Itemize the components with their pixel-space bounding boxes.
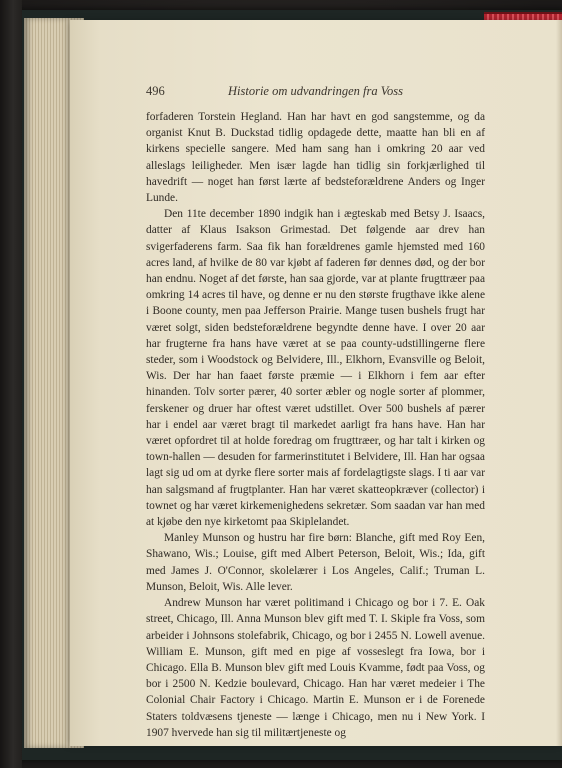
paragraph: Manley Munson og hustru har fire børn: Blanche, gift med Roy Een, Shawano, Wis.; Louise, gift med Albert Peterson, Beloit, Wis.; Ida, gift med James J. O'Connor, skolelærer i Los Angeles, Calif.; Truman L. Munson, Beloit, Wis. Alle lever.	[146, 532, 485, 593]
running-head	[146, 84, 546, 104]
page-curl-shadow	[556, 20, 562, 746]
book-spine	[0, 0, 22, 768]
paragraph: forfaderen Torstein Hegland. Han har havt en god sangstemme, og da organist Knut B. Duckstad tidlig opdagede dette, maatte han bli en af kirkens specielle sangere. Med ham sang han i omkring 20 aar ved alleslags leiligheder. Men især lagde han tidlig sin forkjærlighed til havedrift — noget han først lærte af bedsteforældrene Anders og Inger Lunde.	[146, 111, 485, 205]
running-title: Historie om udvandringen fra Voss	[228, 84, 403, 98]
page-number: 496	[146, 84, 165, 98]
body-text	[146, 109, 485, 741]
paragraph: Andrew Munson har været politimand i Chicago og bor i 7. E. Oak street, Chicago, Ill. Anna Munson blev gift med T. I. Skiple fra Voss, som arbeider i Johnsons stolefabrik, Chicago, og bor i 2455 N. Lowell avenue. William E. Munson, gift med en pige af vosseslegt fra Iowa, bor i Chicago. Ella B. Munson blev gift med Louis Kvamme, født paa Voss, og bor i 2500 N. Kedzie boulevard, Chicago. Han har været medeier i The Colonial Chair Factory i Chicago. Martin E. Munson er i de Forenede Staters toldvæsens tjeneste — længe i Chicago, men nu i New York. I 1907 hvervede han sig til militærtjeneste og	[146, 597, 485, 739]
paragraph: Den 11te december 1890 indgik han i ægteskab med Betsy J. Isaacs, datter af Klaus Isakson Grimestad. Det følgende aar drev han svigerfaderens farm. Saa fik han forældrenes gamle hjemsted med 160 acres land, af hvilke de 80 var kjøbt af faderen før dennes død, og der bor han endnu. Noget af det første, han saa gjorde, var at plante frugttræer paa omkring 14 acres til have, og denne er nu den største frugthave ikke alene i Boone county, men paa Jefferson Prairie. Mange tusen bushels frugt har været solgt, siden bedsteforældrene begyndte denne have. I over 20 aar har frugterne fra hans have været at se paa county-udstillingerne flere steder, som i Woodstock og Belvidere, Ill., Elkhorn, Evansville og Beloit, Wis. Der har han faaet første præmie — i Elkhorn i fem aar efter hinanden. Tolv sorter pærer, 40 sorter æbler og nogle sorter af plommer, ferskener og druer har oftest været udstillet. Over 500 bushels af pærer har i endel aar været bragt til markedet aarligt fra hans have. Han har været opfordret til at holde foredrag om frugttræer, og har talt i kirken og town-hallen — desuden for farmerinstitutet i Belvidere, Ill. Han har ogsaa lagt sig ud om at dyrke flere sorter mais af fordelagtigste slags. I ti aar var han salgsmand af frugtplanter. Han har været skatteopkræver (collector) i townet og har været kirkemenighedens sekretær. Som saadan var han med at kjøbe den nye kirketomt paa Skiplelandet.	[146, 208, 485, 529]
